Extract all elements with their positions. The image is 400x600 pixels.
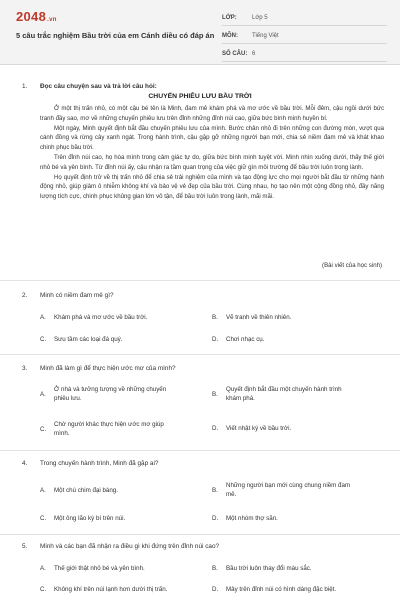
question-1-prompt: Đọc câu chuyện sau và trả lời câu hỏi: [40,83,157,90]
option-3b[interactable]: B. Quyết định bắt đầu một chuyến hành trình khám phá. [212,386,342,402]
option-5c[interactable]: C. Không khí trên núi lạnh hơn dưới thị trấn. [40,586,168,593]
question-2: 2. Minh có niềm đam mê gì? [22,292,114,299]
question-1: 1. Đọc câu chuyện sau và trả lời câu hỏi: [22,83,157,90]
story-paragraph: Họ quyết định trở về thị trấn nhỏ để chia sẻ trải nghiệm của mình và tạo động lực cho mọi người bắt đầu từ những hành động nhỏ, giúp giảm ô nhiễm không khí và bảo vệ vẻ đẹp của bầu trời. Cùng nhau, họ tạo nên một cộng đồng nhỏ, đầy năng lượng tích cực, chinh phục khủng gian lớn vô tận, để bầu trời luôn trong lành, mãi mãi. [40,173,384,201]
document-meta [222,11,387,65]
divider [0,354,400,355]
story-title: CHUYẾN PHIÊU LƯU BẦU TRỜI [148,93,252,100]
story-paragraph: Trên đỉnh núi cao, họ hòa mình trong cảm giác tự do, giữa bức bình minh tuyệt vời. Minh nhìn xuống dưới, thấy thế giới nhỏ bé và yên bình. Từ đỉnh núi ấy, cậu nhận ra tầm quan trọng của việc giữ gìn môi trường để bầu trời luôn trong lành. [40,153,384,171]
option-2c[interactable]: C. Sưu tầm các loại đá quý. [40,336,123,343]
option-2b[interactable]: B. Vẽ tranh về thiên nhiên. [212,314,292,321]
divider [0,534,400,535]
site-logo[interactable]: 2048.vn [16,9,57,24]
option-3a[interactable]: A. Ở nhà và tưởng tượng về những chuyến phiêu lưu. [40,386,167,402]
divider [0,280,400,281]
option-3c[interactable]: C. Chờ người khác thực hiện ước mơ giúp mình. [40,421,164,437]
meta-subject: MÔN: Tiếng Việt [222,29,387,44]
option-4d[interactable]: D. Một nhóm thợ săn. [212,515,278,522]
story-paragraph: Một ngày, Minh quyết định bắt đầu chuyến phiêu lưu của mình. Bước chân nhỏ đi trên những con đường mòn, vượt qua cánh đồng và rừng cây xanh ngát. Trong hành trình, cậu gặp gỡ những người bạn mới, chia sẻ niềm đam mê và khát khao chinh phục bầu trời. [40,124,384,152]
question-5: 5. Minh và các bạn đã nhận ra điều gì khi đứng trên đỉnh núi cao? [22,543,220,550]
option-4b[interactable]: B. Những người bạn mới cùng chung niềm đam mê. [212,482,351,498]
question-3: 3. Minh đã làm gì để thực hiện ước mơ của mình? [22,365,176,372]
story-paragraph: Ở một thị trấn nhỏ, có một cậu bé tên là Minh, đam mê khám phá và mơ ước về bầu trời. Mỗi đêm, cậu ngồi dưới bức tranh đầy sao, mơ về những chuyến phiêu lưu trên đỉnh những đỉnh núi cao, giữa bức bình minh huyền bí. [40,105,384,122]
option-5d[interactable]: D. Mây trên đỉnh núi có hình dáng đặc biệt. [212,586,337,593]
question-4: 4. Trong chuyến hành trình, Minh đã gặp ai? [22,460,159,467]
option-4c[interactable]: C. Một ông lão kỳ bí trên núi. [40,515,126,522]
meta-question-count: SỐ CÂU: 6 [222,47,387,62]
meta-grade: LỚP: Lớp 5 [222,11,387,26]
option-5a[interactable]: A. Thế giới thật nhỏ bé và yên bình. [40,565,145,572]
story-body [40,104,384,202]
option-4a[interactable]: A. Một chú chim đại bàng. [40,487,118,494]
page-header [0,0,400,65]
option-2a[interactable]: A. Khám phá và mơ ước về bầu trời. [40,314,148,321]
option-2d[interactable]: D. Chơi nhạc cụ. [212,336,265,343]
option-5b[interactable]: B. Bầu trời luôn thay đổi màu sắc. [212,565,312,572]
option-3d[interactable]: D. Viết nhật ký về bầu trời. [212,425,292,432]
divider [0,450,400,451]
story-source: (Bài viết của học sinh) [322,262,382,269]
document-title: 5 câu trắc nghiệm Bầu trời của em Cánh diều có đáp án [16,31,215,40]
